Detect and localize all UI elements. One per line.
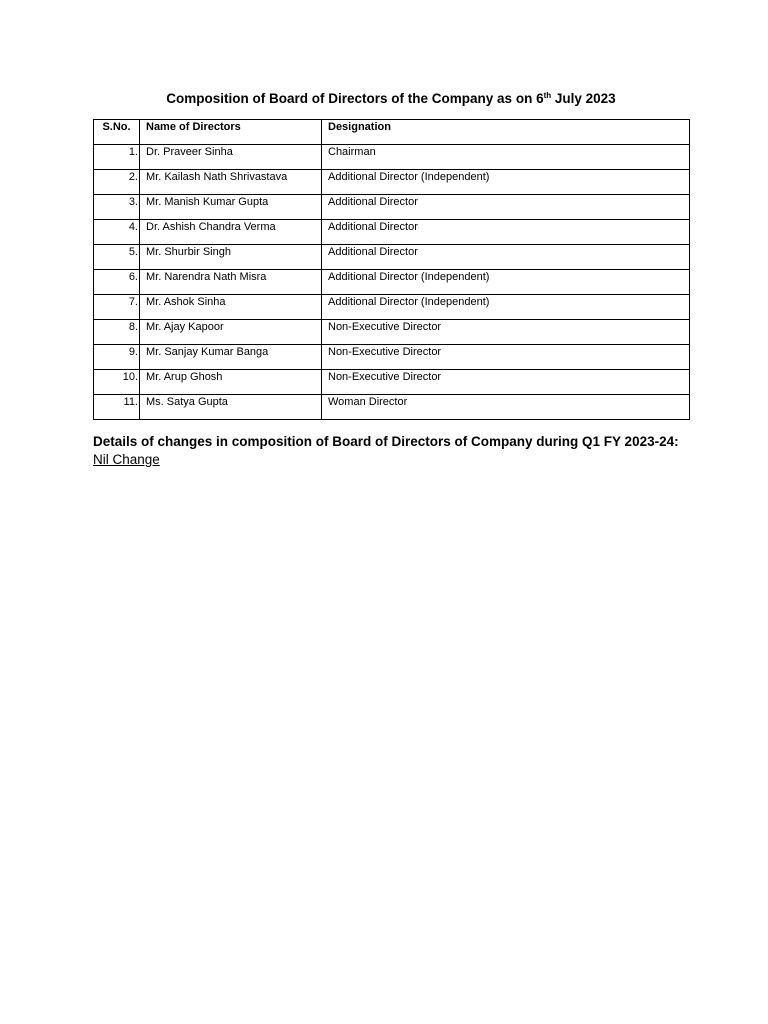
cell-sno: 8. — [94, 320, 140, 345]
cell-sno: 9. — [94, 345, 140, 370]
cell-designation: Non-Executive Director — [322, 345, 690, 370]
table-body — [94, 145, 690, 420]
title-prefix: Composition of Board of Directors of the Company as on 6 — [166, 91, 544, 106]
table-row — [94, 345, 690, 370]
header-designation: Designation — [322, 120, 690, 145]
document-title — [93, 91, 689, 106]
table-row — [94, 170, 690, 195]
table-row — [94, 245, 690, 270]
header-sno: S.No. — [94, 120, 140, 145]
details-label: Details of changes in composition of Board of Directors of Company during Q1 FY 2023-24: — [93, 434, 679, 449]
table-row — [94, 295, 690, 320]
cell-designation: Chairman — [322, 145, 690, 170]
cell-name: Mr. Manish Kumar Gupta — [140, 195, 322, 220]
cell-designation: Additional Director — [322, 220, 690, 245]
board-of-directors-table — [93, 119, 690, 420]
cell-sno: 1. — [94, 145, 140, 170]
cell-sno: 3. — [94, 195, 140, 220]
cell-sno: 6. — [94, 270, 140, 295]
cell-name: Dr. Praveer Sinha — [140, 145, 322, 170]
table-header-row — [94, 120, 690, 145]
cell-sno: 11. — [94, 395, 140, 420]
cell-designation: Additional Director — [322, 245, 690, 270]
cell-name: Mr. Ashok Sinha — [140, 295, 322, 320]
cell-name: Mr. Arup Ghosh — [140, 370, 322, 395]
cell-designation: Additional Director (Independent) — [322, 270, 690, 295]
title-suffix: July 2023 — [551, 91, 616, 106]
cell-designation: Non-Executive Director — [322, 320, 690, 345]
cell-name: Mr. Narendra Nath Misra — [140, 270, 322, 295]
details-paragraph — [93, 433, 693, 469]
header-name: Name of Directors — [140, 120, 322, 145]
cell-sno: 4. — [94, 220, 140, 245]
table-row — [94, 145, 690, 170]
cell-name: Mr. Sanjay Kumar Banga — [140, 345, 322, 370]
table-row — [94, 395, 690, 420]
cell-name: Mr. Ajay Kapoor — [140, 320, 322, 345]
cell-sno: 7. — [94, 295, 140, 320]
table-row — [94, 270, 690, 295]
cell-designation: Additional Director (Independent) — [322, 170, 690, 195]
cell-sno: 10. — [94, 370, 140, 395]
cell-sno: 2. — [94, 170, 140, 195]
title-superscript: th — [543, 91, 552, 100]
cell-designation: Additional Director (Independent) — [322, 295, 690, 320]
table-row — [94, 195, 690, 220]
cell-designation: Additional Director — [322, 195, 690, 220]
table-row — [94, 220, 690, 245]
cell-name: Ms. Satya Gupta — [140, 395, 322, 420]
table-row — [94, 320, 690, 345]
cell-name: Mr. Shurbir Singh — [140, 245, 322, 270]
table-row — [94, 370, 690, 395]
cell-name: Dr. Ashish Chandra Verma — [140, 220, 322, 245]
details-value: Nil Change — [93, 452, 160, 467]
cell-designation: Non-Executive Director — [322, 370, 690, 395]
cell-sno: 5. — [94, 245, 140, 270]
cell-name: Mr. Kailash Nath Shrivastava — [140, 170, 322, 195]
cell-designation: Woman Director — [322, 395, 690, 420]
